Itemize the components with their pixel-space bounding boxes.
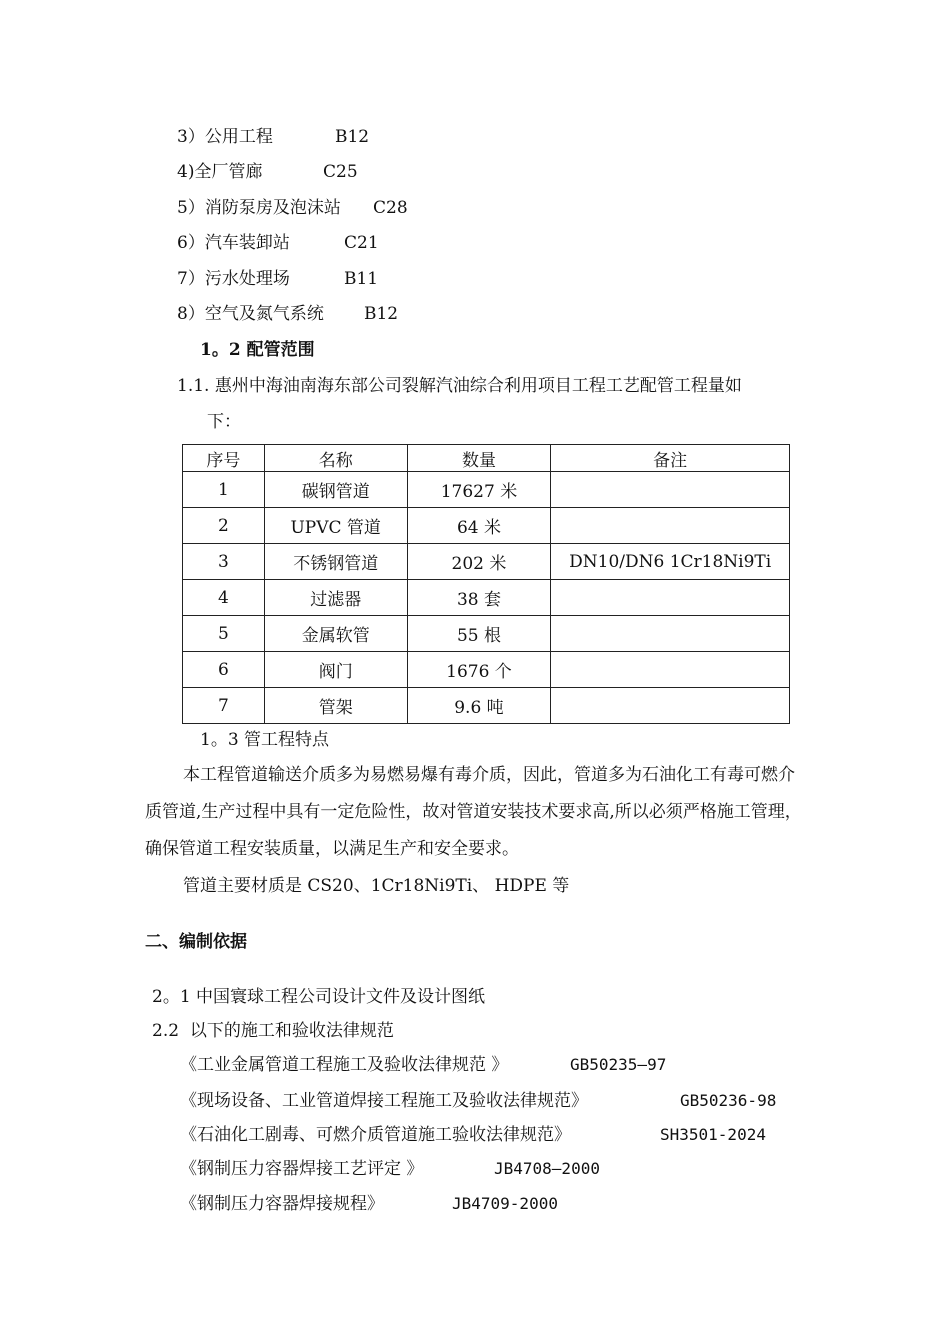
cell-qty: 38 套: [407, 580, 551, 616]
section-heading: 2。1 中国寰球工程公司设计文件及设计图纸: [152, 987, 486, 1007]
cell-no: 2: [183, 508, 265, 544]
cell-no: 7: [183, 688, 265, 724]
chapter-heading: 二、编制依据: [145, 932, 247, 952]
unit-item-code: B12: [364, 304, 399, 324]
cell-note: [551, 580, 790, 616]
body-paragraph: 本工程管道输送介质多为易燃易爆有毒介质，因此，管道多为石油化工有毒可燃介质管道,生产过程中具有一定危险性，故对管道安装技术要求高,所以必须严格施工管理，确保管道工程安装质量，以满足生产和安全要求。: [145, 765, 802, 859]
standard-code: SH3501-2024: [660, 1125, 766, 1144]
cell-no: 3: [183, 544, 265, 580]
cell-name: 碳钢管道: [264, 472, 407, 508]
section-heading: 1。3 管工程特点: [200, 730, 330, 750]
cell-qty: 64 米: [407, 508, 551, 544]
cell-qty: 17627 米: [407, 472, 551, 508]
cell-name: 阀门: [264, 652, 407, 688]
table-row: [183, 472, 790, 508]
standard-title: 《石油化工剧毒、可燃介质管道施工验收法律规范》: [180, 1125, 571, 1145]
unit-item-label: 8）空气及氮气系统: [177, 304, 324, 324]
cell-note: [551, 652, 790, 688]
standard-title: 《钢制压力容器焊接规程》: [180, 1194, 384, 1214]
intro-text-continued: 下：: [207, 412, 241, 432]
quantity-table: [182, 444, 790, 724]
table-header-row: [183, 445, 790, 472]
unit-item-label: 7）污水处理场: [177, 269, 290, 289]
column-header: 备注: [551, 445, 790, 472]
cell-no: 4: [183, 580, 265, 616]
cell-qty: 1676 个: [407, 652, 551, 688]
standard-code: JB4709-2000: [452, 1194, 558, 1213]
unit-item-code: B12: [335, 127, 370, 147]
standard-code: JB4708—2000: [494, 1159, 600, 1178]
cell-qty: 55 根: [407, 616, 551, 652]
cell-note: [551, 472, 790, 508]
standard-title: 《工业金属管道工程施工及验收法律规范 》: [180, 1055, 509, 1075]
unit-item-code: C21: [344, 233, 379, 253]
cell-note: [551, 616, 790, 652]
table-row: [183, 688, 790, 724]
column-header: 名称: [264, 445, 407, 472]
table-row: [183, 544, 790, 580]
unit-item-code: C25: [323, 162, 358, 182]
cell-name: 不锈钢管道: [264, 544, 407, 580]
intro-text: 1.1. 惠州中海油南海东部公司裂解汽油综合利用项目工程工艺配管工程量如: [177, 376, 742, 396]
cell-qty: 9.6 吨: [407, 688, 551, 724]
standard-title: 《钢制压力容器焊接工艺评定 》: [180, 1159, 424, 1179]
column-header: 序号: [183, 445, 265, 472]
cell-note: [551, 688, 790, 724]
unit-item-label: 4)全厂管廊: [177, 162, 263, 182]
cell-name: 过滤器: [264, 580, 407, 616]
section-heading: 1。2 配管范围: [200, 340, 315, 360]
cell-no: 5: [183, 616, 265, 652]
table-row: [183, 652, 790, 688]
table-row: [183, 580, 790, 616]
section-heading: 2.2 以下的施工和验收法律规范: [152, 1021, 394, 1041]
unit-item-label: 3）公用工程: [177, 127, 273, 147]
cell-name: 管架: [264, 688, 407, 724]
table-row: [183, 508, 790, 544]
cell-qty: 202 米: [407, 544, 551, 580]
column-header: 数量: [407, 445, 551, 472]
unit-item-label: 6）汽车装卸站: [177, 233, 290, 253]
unit-item-code: C28: [373, 198, 408, 218]
cell-note: DN10/DN6 1Cr18Ni9Ti: [551, 544, 790, 580]
standard-title: 《现场设备、工业管道焊接工程施工及验收法律规范》: [180, 1091, 588, 1111]
cell-name: UPVC 管道: [264, 508, 407, 544]
cell-note: [551, 508, 790, 544]
standard-code: GB50235—97: [570, 1055, 667, 1074]
table-row: [183, 616, 790, 652]
cell-no: 6: [183, 652, 265, 688]
unit-item-label: 5）消防泵房及泡沫站: [177, 198, 341, 218]
cell-no: 1: [183, 472, 265, 508]
cell-name: 金属软管: [264, 616, 407, 652]
standard-code: GB50236-98: [680, 1091, 777, 1110]
materials-text: 管道主要材质是 CS20、1Cr18Ni9Ti、 HDPE 等: [183, 876, 570, 896]
unit-item-code: B11: [344, 269, 379, 289]
